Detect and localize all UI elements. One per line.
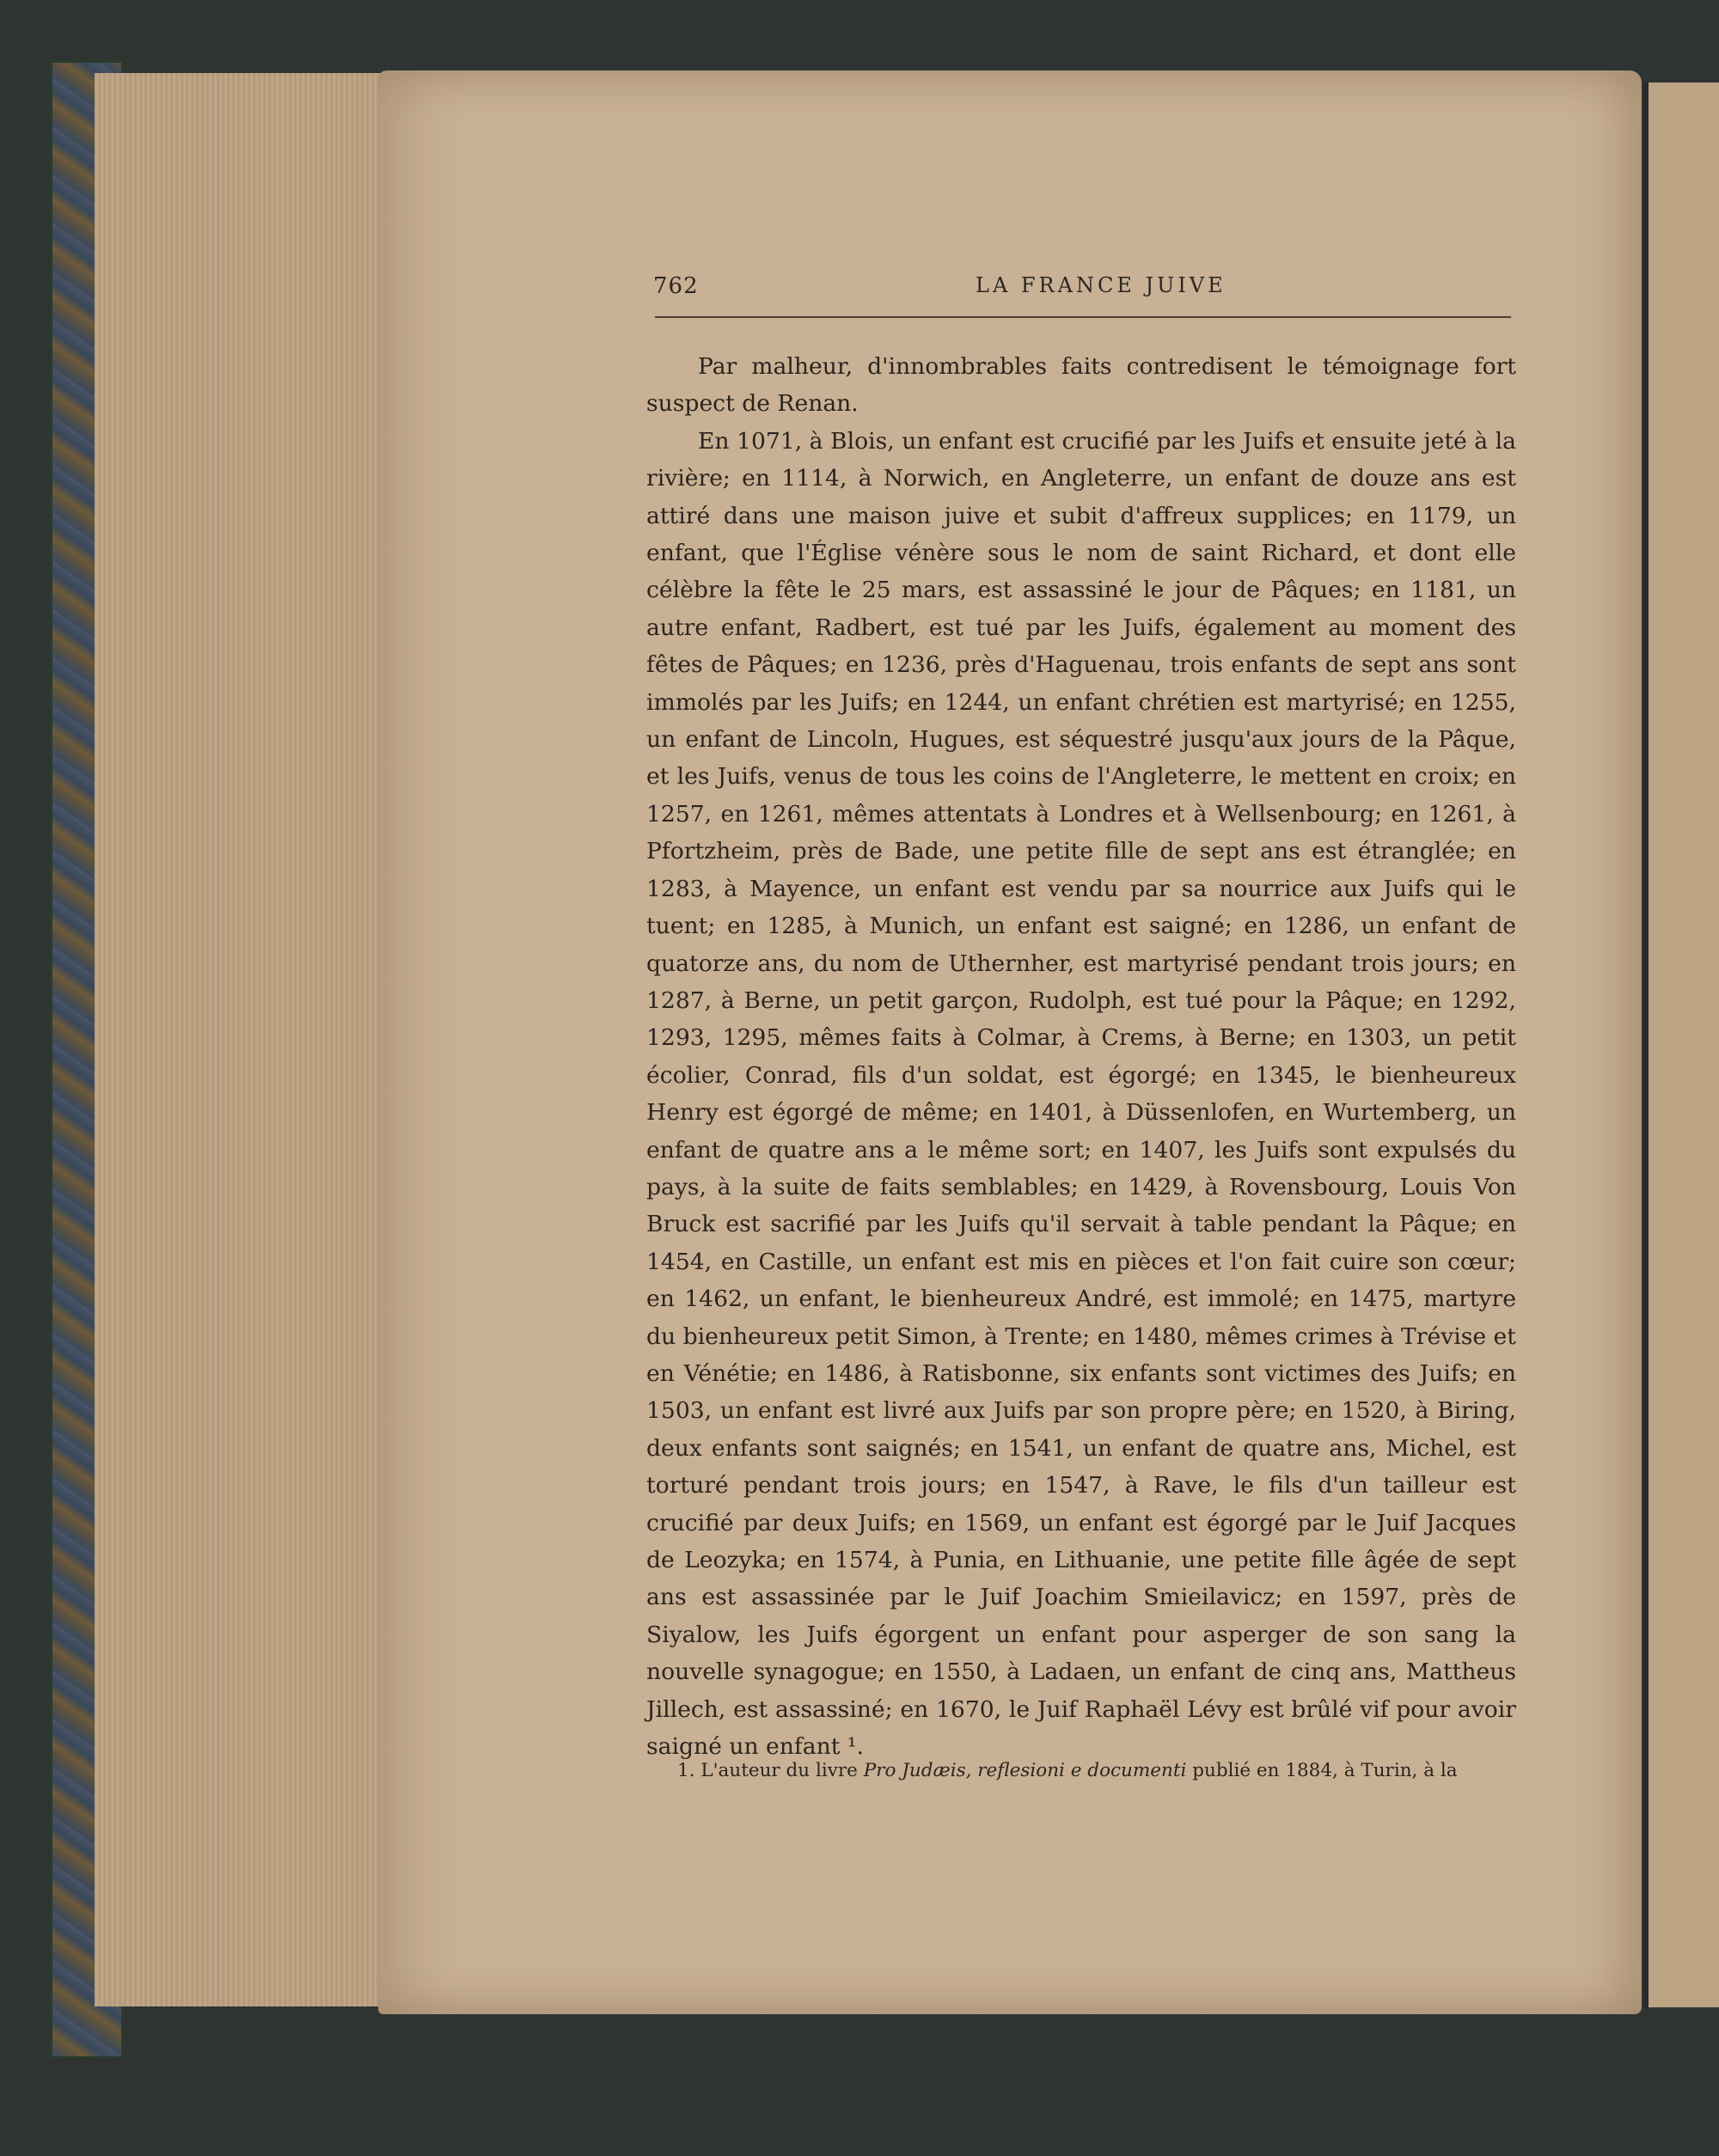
footnote-title: Pro Judæis, reflesioni e documenti bbox=[863, 1760, 1187, 1781]
running-title: LA FRANCE JUIVE bbox=[976, 273, 1227, 297]
paragraph-2: En 1071, à Blois, un enfant est crucifié par les Juifs et ensuite jeté à la rivière; en 1114, à Norwich, en Angleterre, un enfant de douze ans est attiré dans une maison juive et subit d'affreux supplices; en 1179, un enfant, que l'Église vénère sous le nom de saint Richard, et dont elle célèbre la fête le 25 mars, est assassiné le jour de Pâques; en 1181, un autre enfant, Radbert, est tué par les Juifs, également au moment des fêtes de Pâques; en 1236, près d'Haguenau, trois enfants de sept ans sont immolés par les Juifs; en 1244, un enfant chrétien est martyrisé; en 1255, un enfant de Lincoln, Hugues, est séquestré jusqu'aux jours de la Pâque, et les Juifs, venus de tous les coins de l'Angleterre, le mettent en croix; en 1257, en 1261, mêmes attentats à Londres et à Wellsenbourg; en 1261, à Pfortzheim, près de Bade, une petite fille de sept ans est étranglée; en 1283, à Mayence, un enfant est vendu par sa nourrice aux Juifs qui le tuent; en 1285, à Munich, un enfant est saigné; en 1286, un enfant de quatorze ans, du nom de Uthernher, est martyrisé pendant trois jours; en 1287, à Berne, un petit garçon, Rudolph, est tué pour la Pâque; en 1292, 1293, 1295, mêmes faits à Colmar, à Crems, à Berne; en 1303, un petit écolier, Conrad, fils d'un soldat, est égorgé; en 1345, le bienheureux Henry est égorgé de même; en 1401, à Düssenlofen, en Wurtemberg, un enfant de quatre ans a le même sort; en 1407, les Juifs sont expulsés du pays, à la suite de faits semblables; en 1429, à Rovensbourg, Louis Von Bruck est sacrifié par les Juifs qu'il servait à table pendant la Pâque; en 1454, en Castille, un enfant est mis en pièces et l'on fait cuire son cœur; en 1462, un enfant, le bienheureux André, est immolé; en 1475, martyre du bienheureux petit Simon, à Trente; en 1480, mêmes crimes à Trévise et en Vénétie; en 1486, à Ratisbonne, six enfants sont victimes des Juifs; en 1503, un enfant est livré aux Juifs par son propre père; en 1520, à Biring, deux enfants sont saignés; en 1541, un enfant de quatre ans, Michel, est torturé pendant trois jours; en 1547, à Rave, le fils d'un tailleur est crucifié par deux Juifs; en 1569, un enfant est égorgé par le Juif Jacques de Leozyka; en 1574, à Punia, en Lithuanie, une petite fille âgée de sept ans est assassinée par le Juif Joachim Smieilavicz; en 1597, près de Siyalow, les Juifs égorgent un enfant pour asperger de son sang la nouvelle synagogue; en 1550, à Ladaen, un enfant de cinq ans, Mattheus Jillech, est assassiné; en 1670, le Juif Raphaël Lévy est brûlé vif pour avoir saigné un enfant ¹. bbox=[646, 427, 1516, 1761]
footnote bbox=[677, 1760, 1520, 1781]
facing-page-edge bbox=[1643, 82, 1719, 2007]
paragraph-1: Par malheur, d'innombrables faits contredisent le témoignage fort suspect de Renan. bbox=[646, 353, 1516, 418]
body-text bbox=[646, 348, 1516, 1765]
footnote-text-before: L'auteur du livre bbox=[700, 1760, 858, 1781]
footnote-marker: 1. bbox=[677, 1760, 695, 1781]
header-rule bbox=[655, 316, 1511, 318]
page-number: 762 bbox=[653, 273, 699, 299]
page-block-edge bbox=[95, 73, 404, 2006]
footnote-text-after: publié en 1884, à Turin, à la bbox=[1192, 1760, 1458, 1781]
